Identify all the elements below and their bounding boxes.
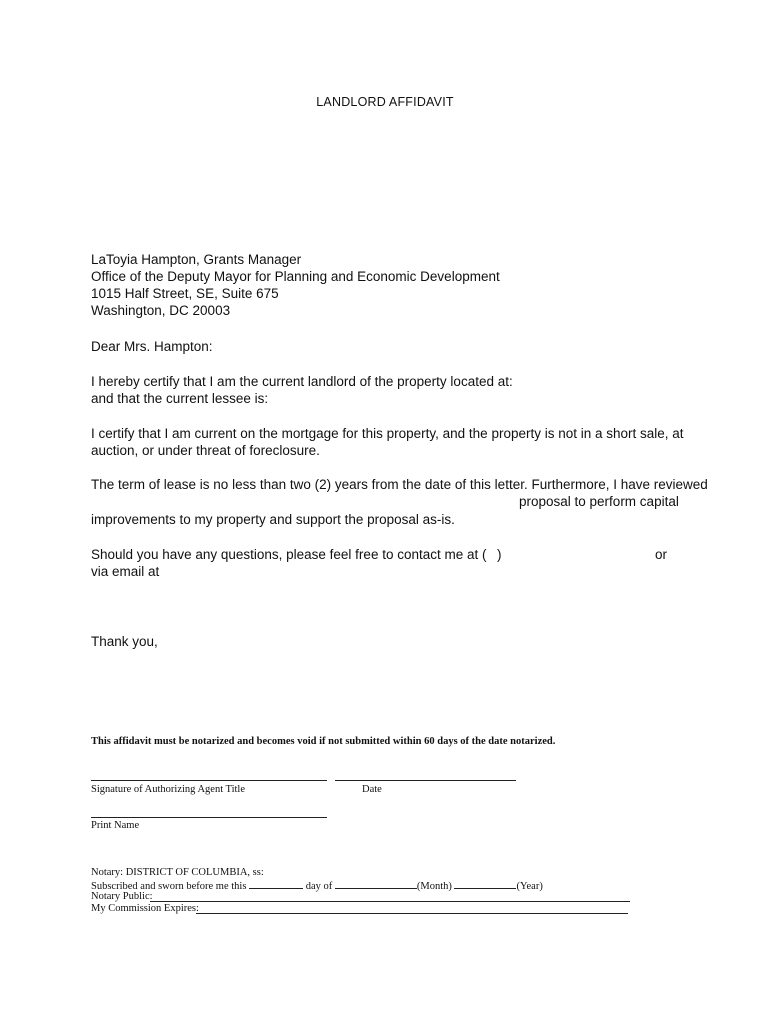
lease-term-text-line3: improvements to my property and support the proposal as-is. (91, 512, 455, 527)
commission-expires-line (196, 913, 628, 914)
lease-term-text-line1: The term of lease is no less than two (2) years from the date of this letter. Furthermore, I have reviewed (91, 477, 708, 492)
current-lessee-text: and that the current lessee is: (91, 391, 269, 406)
commission-expires-label: My Commission Expires: (91, 903, 199, 914)
date-line (335, 780, 516, 781)
certify-landlord-text: I hereby certify that I am the current landlord of the property located at: (91, 374, 513, 389)
signature-agent-label: Signature of Authorizing Agent Title (91, 784, 245, 795)
notary-subscribed-text: Subscribed and sworn before me this (91, 881, 247, 892)
notary-year-text: (Year) (516, 881, 543, 892)
notary-public-line (150, 901, 630, 902)
month-blank (335, 879, 417, 889)
closing: Thank you, (91, 634, 158, 649)
year-blank (454, 879, 516, 889)
print-name-label: Print Name (91, 820, 140, 831)
notary-subscribed-line (91, 879, 543, 893)
signature-line (91, 780, 327, 781)
recipient-office: Office of the Deputy Mayor for Planning and Economic Development (91, 269, 500, 284)
contact-or: or (655, 547, 668, 562)
date-label: Date (362, 784, 382, 795)
lease-term-text-line2: proposal to perform capital (519, 494, 679, 509)
contact-email-text: via email at (91, 564, 160, 579)
mortgage-text-line1: I certify that I am current on the mortgage for this property, and the property is not in a short sale, at (91, 426, 684, 441)
notary-public-label: Notary Public: (91, 891, 153, 902)
document-title: LANDLORD AFFIDAVIT (316, 95, 454, 109)
notarization-notice: This affidavit must be notarized and becomes void if not submitted within 60 days of the date notarized. (91, 736, 556, 747)
day-blank (249, 879, 303, 889)
notary-month-text: (Month) (416, 881, 452, 892)
recipient-city: Washington, DC 20003 (91, 303, 231, 318)
contact-paren-close: ) (497, 547, 502, 562)
print-name-line (91, 817, 327, 818)
notary-jurisdiction: Notary: DISTRICT OF COLUMBIA, ss: (91, 867, 264, 878)
recipient-street: 1015 Half Street, SE, Suite 675 (91, 286, 279, 301)
recipient-name: LaToyia Hampton, Grants Manager (91, 252, 302, 267)
mortgage-text-line2: auction, or under threat of foreclosure. (91, 443, 320, 458)
salutation: Dear Mrs. Hampton: (91, 339, 213, 354)
contact-text: Should you have any questions, please feel free to contact me at ( (91, 547, 487, 562)
notary-day-of-text: day of (305, 881, 333, 892)
